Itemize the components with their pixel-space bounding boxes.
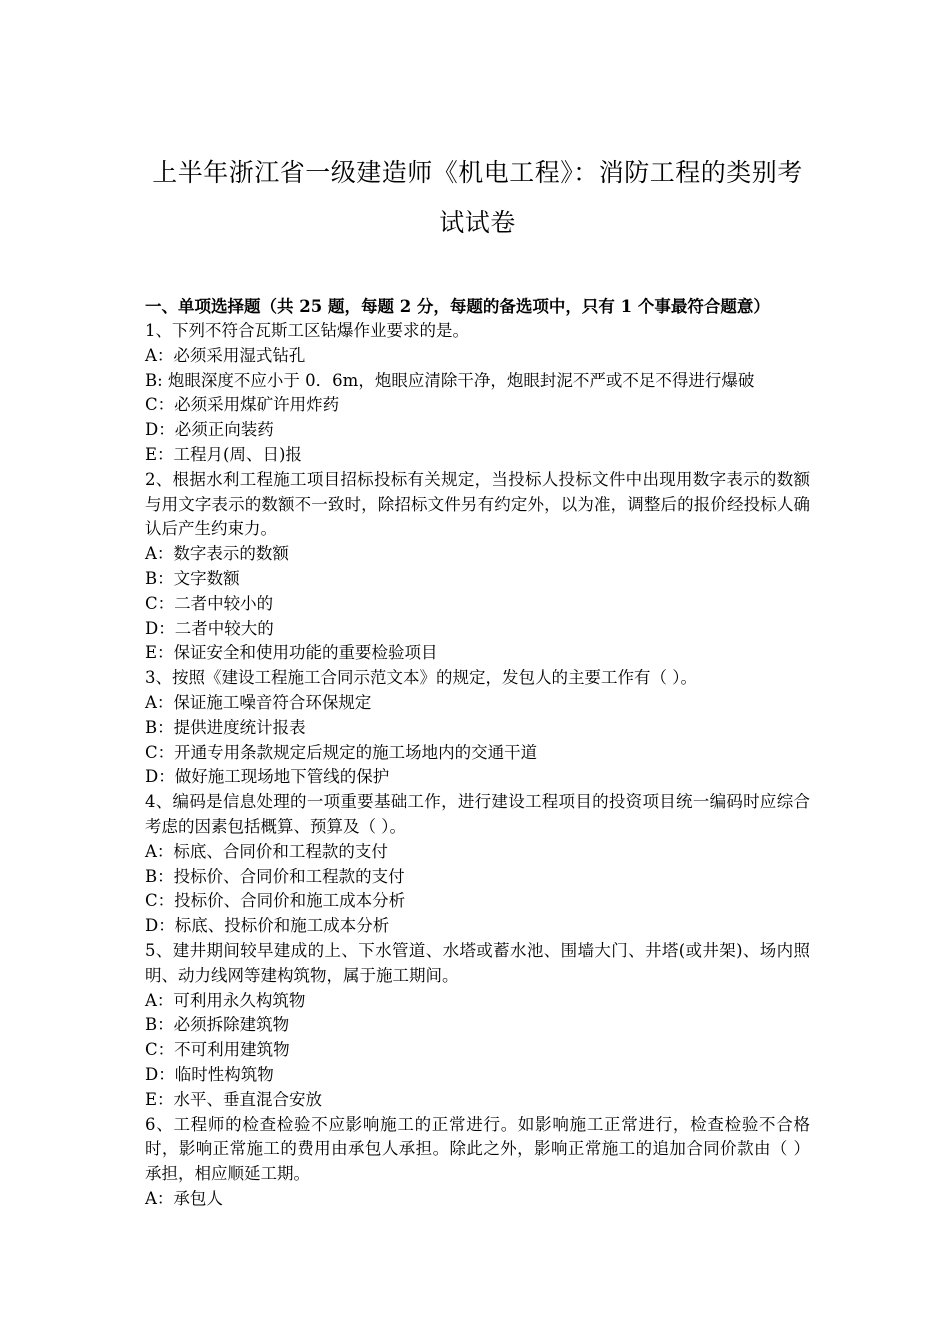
option-c: C：必须采用煤矿许用炸药 xyxy=(145,395,340,415)
option-b: B：文字数额 xyxy=(145,568,240,588)
option-d: D：做好施工现场地下管线的保护 xyxy=(145,767,390,787)
question-4 xyxy=(145,790,810,939)
option-c: C：二者中较小的 xyxy=(145,593,274,613)
option-b: B：提供进度统计报表 xyxy=(145,717,306,737)
question-1 xyxy=(145,319,810,468)
section-heading: 一、单项选择题（共 25 题，每题 2 分，每题的备选项中，只有 1 个事最符合题意） xyxy=(145,297,770,316)
option-e: E：工程月(周、日)报 xyxy=(145,444,302,464)
option-b: B: 炮眼深度不应小于 0．6m，炮眼应清除干净，炮眼封泥不严或不足不得进行爆破 xyxy=(145,370,755,390)
option-b: B：投标价、合同价和工程款的支付 xyxy=(145,866,405,886)
option-c: C：投标价、合同价和施工成本分析 xyxy=(145,891,406,911)
option-a: A：必须采用湿式钻孔 xyxy=(145,345,306,365)
option-a: A：可利用永久构筑物 xyxy=(145,990,306,1010)
option-d: D：二者中较大的 xyxy=(145,618,274,638)
question-stem: 2、根据水利工程施工项目招标投标有关规定，当投标人投标文件中出现用数字表示的数额与用文字表示的数额不一致时，除招标文件另有约定外，以为准，调整后的报价经投标人确认后产生约束力。 xyxy=(145,469,810,539)
option-d: D：必须正向装药 xyxy=(145,420,274,440)
option-a: A：标底、合同价和工程款的支付 xyxy=(145,841,388,861)
option-a: A：保证施工噪音符合环保规定 xyxy=(145,692,372,712)
question-2 xyxy=(145,468,810,666)
option-c: C：开通专用条款规定后规定的施工场地内的交通干道 xyxy=(145,742,538,762)
question-stem: 3、按照《建设工程施工合同示范文本》的规定，发包人的主要工作有（ ）。 xyxy=(145,668,697,688)
option-d: D：临时性构筑物 xyxy=(145,1064,274,1084)
option-d: D：标底、投标价和施工成本分析 xyxy=(145,916,390,936)
option-b: B：必须拆除建筑物 xyxy=(145,1015,290,1035)
question-5 xyxy=(145,939,810,1113)
document-page xyxy=(145,148,810,1212)
option-e: E：保证安全和使用功能的重要检验项目 xyxy=(145,643,438,663)
question-stem: 1、下列不符合瓦斯工区钻爆作业要求的是。 xyxy=(145,321,469,340)
question-stem: 5、建井期间较早建成的上、下水管道、水塔或蓄水池、围墙大门、井塔(或井架)、场内照明、动力线网等建构筑物，属于施工期间。 xyxy=(145,940,810,985)
option-e: E：水平、垂直混合安放 xyxy=(145,1089,323,1109)
option-c: C：不可利用建筑物 xyxy=(145,1040,290,1060)
option-a: A：承包人 xyxy=(145,1188,223,1208)
option-a: A：数字表示的数额 xyxy=(145,544,289,564)
question-stem: 4、编码是信息处理的一项重要基础工作，进行建设工程项目的投资项目统一编码时应综合考虑的因素包括概算、预算及（ ）。 xyxy=(145,792,810,836)
question-6 xyxy=(145,1113,810,1212)
question-stem: 6、工程师的检查检验不应影响施工的正常进行。如影响施工正常进行，检查检验不合格时，影响正常施工的费用由承包人承担。除此之外，影响正常施工的追加合同价款由（ ）承担，相应顺延工期。 xyxy=(145,1114,810,1184)
question-3 xyxy=(145,666,810,790)
document-title: 上半年浙江省一级建造师《机电工程》：消防工程的类别考试试卷 xyxy=(152,158,803,237)
